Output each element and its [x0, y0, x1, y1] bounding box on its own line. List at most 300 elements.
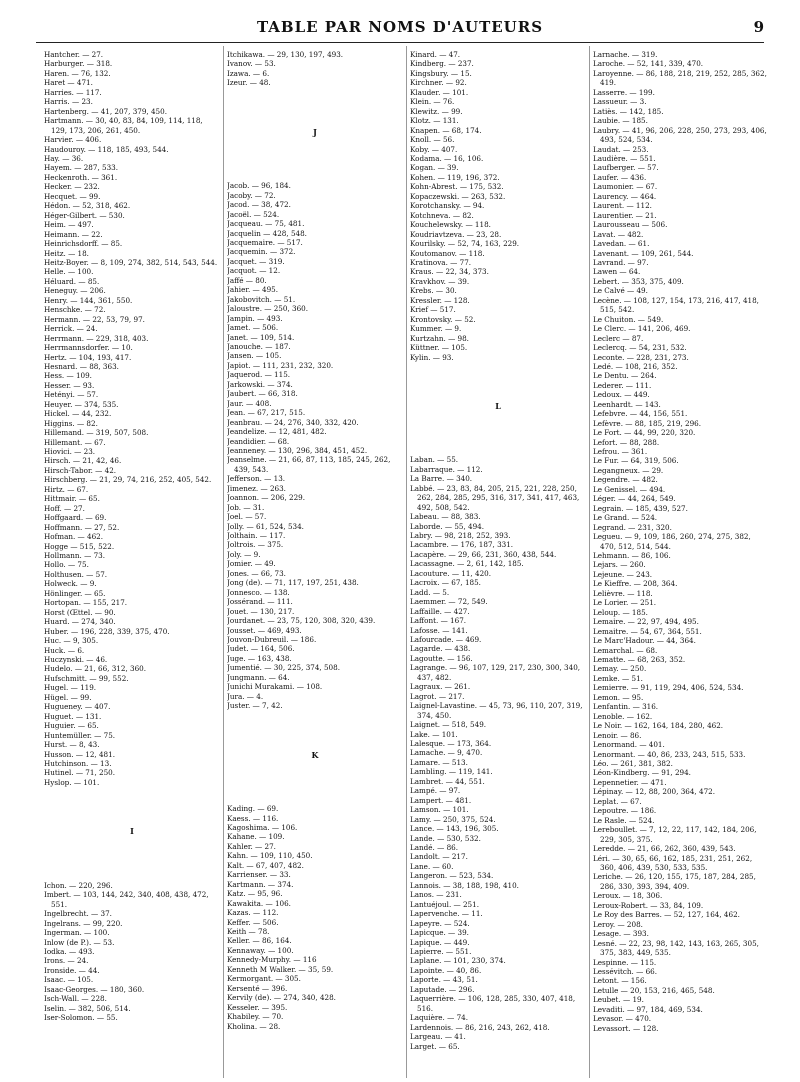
index-entry: Korotchansky. — 94. — [410, 201, 485, 211]
index-entry: Laquière. — 74. — [410, 1013, 469, 1023]
index-entry: Lamache. — 9, 470. — [410, 748, 483, 758]
index-entry: Jaur. — 408. — [227, 398, 272, 408]
index-entry: Hartmann. — 30, 40, 83, 84, 109, 114, 118, 129, 173, 206, 261, 450. — [44, 116, 203, 135]
index-entry: Lagarde. — 438. — [410, 644, 471, 654]
index-entry: Lehmann. — 86, 106. — [593, 551, 671, 561]
section-letter: K — [311, 749, 319, 760]
index-entry: Hittmair. — 65. — [44, 494, 100, 504]
index-entry: Jonnesco. — 138. — [227, 587, 290, 597]
index-entry: Karrienser. — 33. — [227, 870, 291, 880]
index-entry: Jarkowski. — 374. — [227, 379, 293, 389]
index-entry: Jouet. — 130, 217. — [227, 606, 295, 616]
index-entry: Jong (de). — 71, 117, 197, 251, 438. — [227, 578, 359, 588]
index-entry: Janouche. — 187. — [227, 341, 291, 351]
index-entry: Kylin. — 93. — [410, 352, 454, 362]
index-entry: Laignel-Lavastine. — 45, 73, 96, 110, 207, 319, 374, 450. — [410, 701, 583, 720]
index-entry: Jeandelize. — 12, 481, 482. — [227, 427, 327, 437]
column-divider — [589, 46, 590, 1078]
index-entry: Lagraux. — 261. — [410, 682, 471, 692]
section-letter: L — [495, 400, 501, 411]
index-entry: Labarraque. — 112. — [410, 464, 483, 474]
index-entry: Keith — 78. — [227, 926, 270, 936]
index-entry: Lesage. — 393. — [593, 929, 649, 939]
index-entry: Heinrichsdorff. — 85. — [44, 239, 123, 249]
index-entry: Keller. — 86, 164. — [227, 936, 292, 946]
index-entry: Jaffé — 80. — [227, 275, 267, 285]
index-entry: Lapique. — 449. — [410, 937, 470, 947]
index-entry: Kholina. — 28. — [227, 1021, 281, 1031]
index-entry: Lantuéjoul. — 251. — [410, 899, 479, 909]
index-entry: Isaac-Georges. — 180, 360. — [44, 984, 145, 994]
index-entry: Léon-Kindberg. — 91, 294. — [593, 768, 691, 778]
index-entry: Hortopan. — 155, 217. — [44, 598, 128, 608]
index-entry: Hay. — 36. — [44, 153, 84, 163]
index-entry: Kressler. — 128. — [410, 295, 470, 305]
index-entry: Kaess. — 116. — [227, 813, 279, 823]
index-entry: Juster. — 7, 42. — [227, 701, 283, 711]
index-entry: Laroche. — 52, 141, 339, 470. — [593, 59, 704, 69]
index-entry: Léo. — 261, 381, 382. — [593, 758, 673, 768]
index-entry: Le Chuiton. — 549. — [593, 314, 664, 324]
index-entry: Kennedy-Murphy. — 116 — [227, 955, 317, 965]
index-entry: Huber. — 196, 228, 339, 375, 470. — [44, 626, 170, 636]
index-entry: Jacob. — 96, 184. — [227, 181, 291, 191]
index-entry: Horst (Œttel. — 90. — [44, 607, 116, 617]
index-entry: Hoff. — 27. — [44, 503, 85, 513]
index-entry: Kogan. — 39. — [410, 163, 459, 173]
index-entry: Lenoir. — 86. — [593, 730, 642, 740]
page-title: TABLE PAR NOMS D'AUTEURS — [256, 18, 544, 36]
index-entry: Helle. — 100. — [44, 267, 94, 277]
index-entry: Khabiley. — 70. — [227, 1012, 284, 1022]
index-entry: Koby. — 407. — [410, 144, 458, 154]
index-entry: Hollo. — 75. — [44, 560, 89, 570]
index-entry: Hoffmann. — 27, 52. — [44, 522, 120, 532]
index-entry: Le Clerc. — 141, 206, 469. — [593, 324, 691, 334]
index-entry: Huard. — 274, 340. — [44, 617, 116, 627]
index-entry: Japiot. — 111, 231, 232, 320. — [227, 360, 334, 370]
index-entry: Kodama. — 16, 106. — [410, 153, 484, 163]
index-entry: Leriche. — 26, 120, 155, 175, 187, 284, 285, 286, 330, 393, 394, 409. — [593, 872, 756, 891]
index-entry: Joel. — 57. — [227, 512, 267, 522]
index-entry: Jossérand. — 111. — [227, 597, 293, 607]
index-entry: Le Fort. — 44, 99, 220, 320. — [593, 428, 696, 438]
index-entry: Judet. — 164, 506. — [227, 644, 295, 654]
index-entry: Laufer. — 436. — [593, 172, 647, 182]
index-entry: Jacquelin — 428, 548. — [227, 228, 307, 238]
index-entry: Iser-Solomon. — 55. — [44, 1013, 118, 1023]
index-entry: Lespinne. — 115. — [593, 957, 657, 967]
index-entry: Lane. — 60. — [410, 861, 454, 871]
index-entry: Herrmannsdorfer. — 10. — [44, 343, 133, 353]
index-entry: Hesnard. — 88, 363. — [44, 361, 119, 371]
index-entry: Klauder. — 101. — [410, 87, 469, 97]
index-entry: Lapeyre. — 524. — [410, 918, 470, 928]
index-entry: Hartenberg. — 41, 207, 379, 450. — [44, 106, 167, 116]
index-entry: Lemarchal. — 68. — [593, 645, 658, 655]
index-entry: Laroyenne. — 86, 188, 218, 219, 252, 285, 362, 419. — [593, 68, 767, 88]
index-entry: Job. — 31. — [227, 502, 265, 512]
index-entry: Harburger. — 318. — [44, 59, 113, 69]
index-entry: Kagoshima. — 106. — [227, 823, 298, 832]
index-entry: Laumonier. — 67. — [593, 182, 658, 192]
index-entry: Le Marc'Hadour. — 44, 364. — [593, 636, 696, 646]
index-entry: Laubry. — 41, 96, 206, 228, 250, 273, 293, 406, 493, 524, 534. — [593, 125, 767, 145]
index-entry: Laurousseau — 506. — [593, 220, 668, 230]
index-entry: Lapicque. — 39. — [410, 928, 469, 938]
index-entry: Jimenez. — 263. — [227, 483, 286, 493]
index-entry: Hermann. — 22, 53, 79, 97. — [44, 314, 145, 324]
index-entry: Kouchelewsky. — 118. — [410, 220, 491, 230]
index-entry: Leclercq. — 54, 231, 532. — [593, 343, 687, 353]
index-entry: Koutomanov. — 118. — [410, 248, 485, 258]
index-entry: Lebert. — 353, 375, 409. — [593, 276, 684, 286]
index-entry: Kotchneva. — 82. — [410, 210, 474, 220]
index-entry: Jansen. — 105. — [227, 351, 282, 361]
index-entry: Jacod. — 38, 472. — [227, 200, 291, 210]
index-entry: Jaloustre. — 250, 360. — [227, 304, 309, 314]
index-entry: Lenormant. — 40, 86, 233, 243, 515, 533. — [593, 749, 746, 759]
index-entry: Lamy. — 250, 375, 524. — [410, 814, 496, 824]
index-entry: Jeanneney. — 130, 296, 384, 451, 452. — [227, 445, 368, 455]
index-entry: Labry. — 98, 218, 252, 393. — [410, 531, 511, 541]
index-entry: Langeron. — 523, 534. — [410, 871, 494, 881]
index-entry: Lacambre. — 176, 187, 331. — [410, 540, 514, 550]
index-entry: Huntemüller. — 75. — [44, 730, 116, 740]
index-entry: Hufschmitt. — 99, 552. — [44, 673, 129, 683]
index-entry: Imbert. — 103, 144, 242, 340, 408, 438, 472, 551. — [44, 890, 209, 909]
index-entry: Kahane. — 109. — [227, 832, 285, 842]
index-entry: Laufberger. — 57. — [593, 163, 659, 173]
index-entry: Katz. — 95, 96. — [227, 889, 283, 899]
index-entry: Le Roy des Barres. — 52, 127, 164, 462. — [593, 910, 740, 920]
index-entry: Lampé. — 97. — [410, 786, 461, 796]
index-entry: Jaquerod. — 115. — [227, 370, 291, 380]
index-entry: Lagrange. — 96, 107, 129, 217, 230, 300, 340, 437, 482. — [410, 663, 581, 682]
index-entry: Heimann. — 22. — [44, 229, 103, 239]
index-entry: Jahier. — 495. — [227, 285, 279, 295]
index-entry: Hutchinson. — 13. — [44, 758, 112, 768]
index-entry: Hurst. — 8, 43. — [44, 740, 100, 750]
index-entry: Knapen. — 68, 174. — [410, 125, 482, 135]
index-entry: Kermorgant. — 305. — [227, 974, 301, 984]
index-entry: Lafosse. — 141. — [410, 625, 468, 635]
index-entry: Kalt. — 67, 407, 482. — [227, 860, 304, 870]
index-entry: Jacoby. — 72. — [227, 190, 276, 200]
index-entry: Herrmann. — 229, 318, 403. — [44, 333, 149, 343]
index-entry: Legendre. — 482. — [593, 475, 658, 485]
index-entry: Jefferson. — 13. — [227, 474, 286, 484]
index-entry: Lampert. — 481. — [410, 795, 472, 805]
index-entry: Henry. — 144, 361, 550. — [44, 295, 133, 305]
index-entry: Inlow (de P.). — 53. — [44, 937, 115, 947]
index-entry: Laputade. — 296. — [410, 984, 475, 994]
index-entry: Heim. — 497. — [44, 220, 94, 230]
index-entry: Jacquet. — 319. — [227, 256, 285, 266]
index-entry: Landé. — 86. — [410, 842, 459, 852]
index-entry: Keffer. — 506. — [227, 917, 279, 927]
index-entry: Landolt. — 217. — [410, 852, 468, 862]
index-entry: Lejeune. — 243. — [593, 569, 653, 579]
index-entry: Lejars. — 260. — [593, 560, 646, 570]
index-entry: Laemmer. — 72, 549. — [410, 597, 488, 607]
index-entry: Léger. — 44, 264, 549. — [593, 494, 676, 504]
index-entry: Hiovici. — 23. — [44, 447, 96, 457]
index-entry: Jomier. — 49. — [227, 559, 276, 569]
index-entry: Klotz. — 131. — [410, 116, 459, 126]
index-entry: Jean. — 67, 217, 515. — [227, 408, 306, 418]
index-entry: Jaubert. — 66, 318. — [227, 389, 298, 399]
index-entry: Lande. — 530, 532. — [410, 833, 481, 843]
index-entry: Haren. — 76, 132. — [44, 68, 111, 78]
index-entry: Lemke. — 51. — [593, 673, 643, 683]
index-entry: Kourilsky. — 52, 74, 163, 229. — [410, 239, 520, 249]
index-entry: Kervily (de). — 274, 340, 428. — [227, 993, 336, 1003]
index-entry: Ingerman. — 100. — [44, 928, 110, 938]
index-entry: Hecker. — 232. — [44, 182, 100, 192]
index-entry: Lessévitch. — 66. — [593, 966, 658, 976]
index-entry: Laffont. — 167. — [410, 616, 467, 626]
index-entry: Haudouroy. — 118, 185, 493, 544. — [44, 144, 169, 154]
index-entry: Larnache. — 319. — [593, 50, 658, 59]
index-entry: Lelièvre. — 118. — [593, 588, 653, 598]
page-number: 9 — [753, 18, 764, 36]
index-entry: Lépinay. — 12, 88, 200, 364, 472. — [593, 787, 715, 797]
index-entry: Hecquet. — 99. — [44, 191, 101, 201]
page-header — [36, 14, 764, 43]
index-entry: Latiès. — 142, 185. — [593, 106, 664, 116]
index-entry: Ichon. — 220, 296. — [44, 880, 113, 890]
index-entry: Lacapère. — 29, 66, 231, 360, 438, 544. — [410, 549, 557, 559]
index-entry: Lapervenche. — 11. — [410, 909, 483, 919]
index-entry: Herrick. — 24. — [44, 324, 98, 334]
index-entry: Hirtz. — 67. — [44, 484, 89, 494]
index-entry: Lamson. — 101. — [410, 805, 469, 815]
index-entry: Lenoble. — 162. — [593, 711, 653, 721]
index-entry: Jousset. — 469, 493. — [227, 625, 302, 635]
index-entry: Kindberg. — 237. — [410, 59, 474, 69]
index-entry: Hugel. — 119. — [44, 683, 97, 693]
index-entry: Hollmann. — 73. — [44, 551, 106, 561]
index-entry: Hirsch-Tabor. — 42. — [44, 465, 117, 475]
index-entry: Laurent. — 112. — [593, 201, 652, 211]
index-entry: Lenormand. — 401. — [593, 740, 665, 750]
index-entry: Héger-Gilbert. — 530. — [44, 210, 125, 220]
index-entry: Leloup. — 185. — [593, 607, 648, 617]
index-entry: Lemaire. — 22, 97, 494, 495. — [593, 617, 699, 627]
index-entry: Lavedan. — 61. — [593, 239, 650, 249]
index-entry: Heneguy. — 206. — [44, 286, 106, 296]
index-entry: Jourdanet. — 23, 75, 120, 308, 320, 439. — [227, 616, 376, 626]
index-entry: Jones. — 66, 73. — [227, 568, 286, 578]
index-entry: Krebs. — 30. — [410, 286, 457, 296]
index-entry: Legrand. — 231, 320. — [593, 522, 672, 532]
index-column-1 — [44, 50, 220, 1080]
index-entry: Jacquot. — 12. — [227, 266, 281, 276]
index-entry: Hillemand. — 319, 507, 508. — [44, 428, 149, 438]
index-entry: Lagrot. — 217. — [410, 691, 465, 701]
index-entry: Hugueney. — 407. — [44, 702, 111, 712]
index-entry: Ironside. — 44. — [44, 965, 100, 975]
index-entry: Irons. — 24. — [44, 956, 89, 966]
index-entry: Joly. — 9. — [227, 549, 261, 559]
index-entry: Levasor. — 470. — [593, 1014, 652, 1024]
index-entry: Hogge — 515, 522. — [44, 541, 115, 551]
index-entry: Lecène. — 108, 127, 154, 173, 216, 417, 418, 515, 542. — [593, 295, 759, 315]
index-entry: Hillemant. — 67. — [44, 437, 106, 447]
index-entry: Kummer. — 9. — [410, 324, 462, 334]
index-entry: Kurtzahn. — 98. — [410, 333, 469, 343]
index-entry: Kennaway. — 100. — [227, 945, 294, 955]
index-entry: Huck. — 6. — [44, 645, 85, 655]
index-entry: Lepoutre. — 186. — [593, 806, 657, 816]
index-entry: Labeau. — 88, 383. — [410, 512, 481, 522]
index-entry: Lereboullet. — 7, 12, 22, 117, 142, 184, 206, 229, 305, 375. — [593, 825, 757, 844]
index-entry: Leredde. — 21, 66, 262, 360, 439, 543. — [593, 844, 736, 854]
index-entry: Hirsch. — 21, 42, 46. — [44, 456, 122, 466]
index-entry: Lesné. — 22, 23, 98, 142, 143, 163, 265, 305, 375, 383, 449, 535. — [593, 938, 759, 958]
index-entry: Hantcher. — 27. — [44, 50, 104, 59]
index-entry: Lavrand. — 97. — [593, 257, 649, 267]
index-entry: Jouvon-Dubreuil. — 186. — [227, 635, 317, 645]
index-entry: Le Fur. — 64, 319, 506. — [593, 456, 679, 466]
index-entry: Hirschberg. — 21, 29, 74, 216, 252, 405, 542. — [44, 475, 212, 485]
index-entry: Hayem. — 287, 533. — [44, 163, 119, 173]
index-entry: Jacoël. — 524. — [227, 209, 280, 219]
index-entry: Hesser. — 93. — [44, 380, 95, 390]
index-entry: Lanos. — 231. — [410, 890, 462, 900]
index-entry: Hertz. — 104, 193, 417. — [44, 352, 132, 362]
index-entry: Jampin. — 493. — [227, 313, 283, 323]
index-entry: Jacqueau. — 75, 481. — [227, 219, 305, 229]
index-entry: Hoffgaard. — 69. — [44, 513, 107, 523]
index-entry: Huguet. — 131. — [44, 711, 102, 721]
index-entry: Leroux-Robert. — 33, 84, 109. — [593, 900, 704, 910]
index-entry: Kenneth M Walker. — 35, 59. — [227, 964, 334, 974]
index-entry: Janet. — 109, 514. — [227, 332, 295, 342]
index-entry: Letont. — 156. — [593, 976, 647, 986]
index-entry: Laban. — 55. — [410, 455, 459, 465]
index-entry: Kohn-Abrest. — 175, 532. — [410, 182, 504, 192]
index-entry: Le Noir. — 162, 164, 184, 280, 462. — [593, 721, 724, 731]
index-entry: Iodka. — 493. — [44, 946, 95, 956]
index-entry: Hofman. — 462. — [44, 532, 104, 542]
index-entry: Küttner. — 105. — [410, 343, 468, 353]
index-entry: Héluard. — 85. — [44, 276, 100, 286]
index-entry: Leenhardt. — 143. — [593, 399, 661, 409]
index-entry: Kingsbury. — 15. — [410, 68, 472, 78]
index-entry: Ledé. — 108, 216, 352. — [593, 361, 678, 371]
index-entry: Laplane. — 101, 230, 374. — [410, 956, 506, 966]
index-entry: Lefort. — 88, 288. — [593, 437, 660, 447]
index-entry: Lacassagne. — 2, 61, 142, 185. — [410, 559, 524, 569]
index-entry: Jungmann. — 64. — [227, 672, 290, 682]
index-entry: Harris. — 23. — [44, 97, 93, 107]
index-entry: Hetényi. — 57. — [44, 390, 99, 400]
index-entry: Harvier. — 406. — [44, 135, 102, 145]
index-entry: Lardennois. — 86, 216, 243, 262, 418. — [410, 1022, 550, 1032]
index-entry: Kahler. — 27. — [227, 841, 276, 851]
index-entry: Leplat. — 67. — [593, 796, 642, 806]
index-entry: Ladd. — 5. — [410, 587, 450, 597]
section-letter: I — [130, 826, 134, 837]
index-entry: Hédon. — 52, 318, 462. — [44, 201, 131, 211]
index-entry: Hutinel. — 71, 250. — [44, 768, 116, 778]
index-entry: Itchikawa. — 29, 130, 197, 493. — [227, 50, 344, 59]
index-entry: Ivanov. — 53. — [227, 59, 276, 69]
index-entry: Izawa. — 6. — [227, 68, 270, 78]
index-entry: Hönlinger. — 65. — [44, 588, 106, 598]
index-entry: Kopaczewski. — 263, 532. — [410, 191, 506, 201]
index-entry: Jeanbrau. — 24, 276, 340, 332, 420. — [227, 417, 359, 427]
index-entry: Jumentié. — 30, 225, 374, 508. — [227, 663, 340, 673]
index-entry: Laquerrière. — 106, 128, 285, 330, 407, 418, 516. — [410, 994, 576, 1013]
index-entry: Lambret. — 44, 551. — [410, 776, 485, 786]
index-entry: Huczynski. — 46. — [44, 655, 108, 664]
index-entry: Lawen — 64. — [593, 267, 641, 277]
index-entry: Leroux. — 18, 306. — [593, 891, 663, 901]
index-entry: Jolly. — 61, 524, 534. — [227, 521, 304, 531]
index-entry: Kartmann. — 374. — [227, 879, 294, 889]
index-entry: Jolthain. — 117. — [227, 531, 286, 541]
index-entry: Largeau. — 41. — [410, 1032, 466, 1042]
index-entry: Heckenroth. — 361. — [44, 172, 118, 182]
index-entry: Laudière. — 551. — [593, 153, 656, 163]
index-entry: Holthusen. — 57. — [44, 569, 108, 579]
index-entry: Le Grand. — 524. — [593, 513, 658, 523]
index-entry: Kirchner. — 92. — [410, 78, 467, 88]
index-entry: Letulle — 20, 153, 216, 465, 548. — [593, 985, 715, 995]
index-entry: Isch-Wall. — 228. — [44, 994, 107, 1004]
index-entry: Henschke. — 72. — [44, 305, 106, 315]
index-entry: Laubie. — 185. — [593, 116, 648, 126]
index-entry: Levaditi. — 97, 184, 469, 534. — [593, 1004, 703, 1014]
index-entry: Knoll. — 56. — [410, 135, 455, 145]
index-entry: Higgins. — 82. — [44, 418, 98, 428]
index-entry: Heitz. — 18. — [44, 248, 89, 258]
index-entry: Le Lorier. — 251. — [593, 598, 657, 608]
column-divider — [406, 46, 407, 1078]
index-entry: Le Genissel. — 494. — [593, 484, 666, 494]
index-entry: Léri. — 30, 65, 66, 162, 185, 231, 251, 262, 360, 406, 439, 530, 533, 535. — [593, 853, 753, 872]
index-entry: Leroy. — 208. — [593, 919, 643, 929]
index-entry: Izeur. — 48. — [227, 78, 271, 88]
index-entry: Leclerc — 87. — [593, 333, 644, 343]
index-entry: Krief — 517. — [410, 305, 456, 315]
index-entry: Lepennetier. — 471. — [593, 777, 667, 787]
index-entry: Lemay. — 250. — [593, 664, 647, 674]
index-entry: Jacquemaire. — 517. — [227, 237, 303, 247]
index-entry: Koudriavtzeva. — 23, 28. — [410, 229, 502, 239]
index-entry: Hess. — 109. — [44, 371, 92, 381]
index-entry: Iselin. — 382, 506, 514. — [44, 1003, 131, 1013]
index-entry: Lamare. — 513. — [410, 757, 468, 767]
index-entry: Huc. — 9, 305. — [44, 636, 99, 646]
index-entry: Kahn. — 109, 110, 450. — [227, 851, 313, 861]
section-letter: J — [313, 126, 317, 137]
index-entry: Kohen. — 119, 196, 372. — [410, 172, 500, 182]
index-entry: Klein. — 76. — [410, 97, 455, 107]
index-entry: Ingelbrecht. — 37. — [44, 909, 112, 919]
index-entry: Laurentier. — 21. — [593, 210, 657, 220]
index-entry: Lambling. — 119, 141. — [410, 767, 493, 777]
index-entry: Junichi Murakami. — 108. — [227, 682, 323, 692]
index-entry: Jeanselme. — 21, 66, 87, 113, 185, 245, 262, 439, 543. — [227, 455, 391, 474]
index-entry: Lagoutte. — 156. — [410, 653, 473, 663]
index-entry: Laignet. — 518, 549. — [410, 720, 487, 730]
index-entry: Lefèvre. — 88, 185, 219, 296. — [593, 418, 702, 428]
index-entry: Lematte. — 68, 263, 352. — [593, 655, 686, 664]
